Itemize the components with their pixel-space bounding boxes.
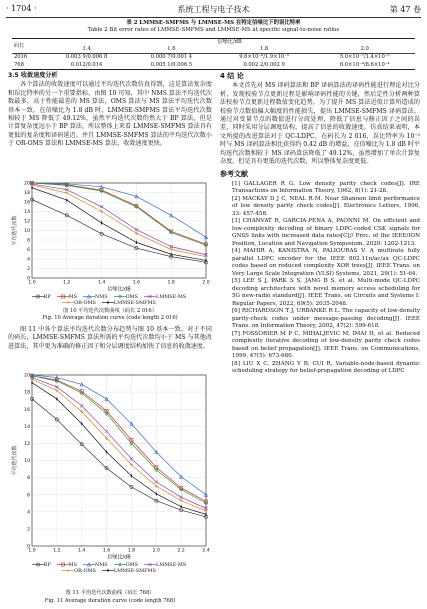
data-point bbox=[105, 430, 108, 433]
legend-label: BP bbox=[43, 562, 51, 568]
legend-marker bbox=[107, 301, 108, 304]
table-cell-length: 2016 bbox=[14, 54, 28, 61]
x-tick-label: 1.4 bbox=[97, 280, 106, 286]
series-line-ms bbox=[32, 376, 206, 502]
series-line-bp bbox=[32, 399, 206, 517]
series-line-nms bbox=[32, 375, 206, 495]
figure-10-chart bbox=[10, 180, 210, 292]
table-header-code-length: 码长 bbox=[12, 39, 44, 54]
legend-swatch bbox=[102, 300, 114, 305]
x-tick-label: 2.4 bbox=[202, 548, 210, 554]
table-cell: 0.003 9/0.006 8 bbox=[65, 54, 108, 61]
x-axis-label: 信噪比/dB bbox=[107, 554, 131, 560]
legend-label: LMMSE-SMFMS bbox=[113, 300, 156, 307]
legend-swatch bbox=[102, 568, 114, 573]
references-heading: 参考文献 bbox=[220, 170, 248, 179]
data-point bbox=[135, 232, 138, 235]
legend-row bbox=[10, 568, 214, 574]
table-header-snr-value: 1.8 bbox=[214, 46, 315, 54]
legend-label: LMMSE-SMFMS bbox=[113, 568, 156, 575]
y-tick-label: 18 bbox=[24, 191, 30, 197]
paragraph: 本文首先对 MS 译码算法和 BP 译码算法的译码性能进行理论对比分析，发现校验节点更新过程是影响译码性能的关键，然后定性分析两种算法校验节点更新过程数值变化趋势，为了提升 MS 算法近似计算所造成的校验节点数值偏大幅度的性能损失，提出 LMMSE-SMFMS 译码算法。通过对变量节点的数值进行分段处理，降低了信息与修正因子之间的误差，同时采用分层调度结构，提高了信息的收敛速度。仿真结果表明，本文所提的改进算法对于 QC-LDPC，在码长为 2 016，误比特率为 10⁻⁵ 时与 MS 译码算法相比获得约 0.42 dB 的增益，在信噪比为 1.8 dB 时平均迭代次数相较于 MS 译码算法降低了 49.12%，虽然增加了单次计算复杂度，但是具有更低的迭代次数，所以整体复杂度更低。 bbox=[220, 82, 420, 166]
left-column-para2 bbox=[8, 326, 212, 351]
table-cell: 5.0×10⁻⁷/1.4×10⁻⁵ bbox=[339, 54, 390, 61]
data-point bbox=[180, 499, 183, 502]
legend-swatch bbox=[83, 562, 95, 567]
data-point bbox=[155, 480, 158, 483]
page-number: · 1704 · bbox=[6, 4, 37, 13]
legend-item bbox=[144, 562, 186, 568]
data-point bbox=[65, 191, 68, 194]
legend-swatch bbox=[32, 562, 44, 567]
legend-swatch bbox=[62, 568, 74, 573]
y-axis-label: 平均迭代次数 bbox=[12, 215, 18, 246]
y-tick-label: 6 bbox=[27, 493, 30, 499]
legend-label: MS bbox=[68, 294, 77, 300]
journal-name: 系统工程与电子技术 bbox=[177, 5, 250, 14]
table-cell: 9.6×10⁻⁶/1.9×10⁻⁵ bbox=[239, 54, 289, 61]
legend-item bbox=[83, 562, 108, 568]
legend-swatch bbox=[57, 294, 69, 299]
legend-swatch bbox=[83, 294, 95, 299]
table-cell: 0.000 7/0.001 4 bbox=[150, 54, 193, 61]
x-tick-label: 1.4 bbox=[78, 548, 86, 554]
table-header-snr-value: 2.0 bbox=[314, 46, 415, 54]
legend-label: LMMSE-MS bbox=[155, 562, 187, 568]
ber-table bbox=[12, 38, 415, 70]
table-caption-en: Table 2 Bit error rates of LMMSE-SMFMS and LMMSE-MS at specific signal-to-noise ratios bbox=[87, 27, 340, 33]
left-column bbox=[8, 72, 212, 149]
reference-item: [7] FOSSORIER M P C, MIHALJEVIC M, IMAI H, et al. Reduced complexity iterative decoding of low-density parity check codes based on belief propagation[J]. IEEE Trans. on Communications, 1999, 47(5): 673-680. bbox=[232, 330, 420, 360]
legend-label: OMS bbox=[125, 294, 138, 300]
legend-swatch bbox=[32, 294, 44, 299]
data-point bbox=[31, 381, 32, 384]
legend-label: NMS bbox=[94, 562, 108, 568]
x-tick-label: 2.2 bbox=[177, 548, 185, 554]
running-header bbox=[6, 4, 421, 18]
y-tick-label: 10 bbox=[24, 229, 30, 235]
data-point bbox=[181, 505, 182, 508]
legend-label: BP bbox=[43, 294, 51, 300]
y-tick-label: 16 bbox=[24, 407, 30, 413]
legend-row bbox=[10, 300, 214, 306]
y-axis-label: 平均迭代次数 bbox=[12, 445, 18, 476]
legend-swatch bbox=[144, 294, 156, 299]
y-tick-label: 18 bbox=[24, 390, 30, 396]
legend-label: MS bbox=[68, 562, 77, 568]
table-cell-length: 768 bbox=[12, 62, 44, 70]
series-line-oms bbox=[32, 376, 206, 503]
y-tick-label: 10 bbox=[24, 459, 30, 465]
legend-swatch bbox=[114, 562, 126, 567]
legend-item bbox=[102, 300, 156, 306]
y-tick-label: 16 bbox=[24, 200, 30, 206]
figure-10-caption-en: Fig. 10 Average iteration curve (code length 2 016) bbox=[42, 315, 178, 321]
table-header-snr-value: 1.6 bbox=[129, 46, 214, 54]
y-tick-label: 20 bbox=[24, 181, 30, 187]
data-point bbox=[106, 450, 107, 453]
legend-label: LMMSE-MS bbox=[155, 294, 187, 300]
legend-label: OR-OMS bbox=[74, 568, 96, 575]
table-row bbox=[12, 62, 415, 70]
figure-10-legend bbox=[10, 294, 214, 306]
data-point bbox=[205, 259, 206, 262]
x-tick-label: 1.8 bbox=[167, 280, 175, 286]
x-tick-label: 1.8 bbox=[127, 548, 136, 554]
table-header-snr-value: 1.4 bbox=[44, 46, 129, 54]
y-tick-label: 20 bbox=[24, 373, 30, 379]
figure-11-caption-cn: 图 11 平均迭代次数曲线（码长 768） bbox=[65, 590, 155, 596]
legend-label: OMS bbox=[125, 562, 138, 568]
x-tick-label: 1.2 bbox=[63, 280, 71, 286]
legend-marker bbox=[67, 301, 70, 304]
legend-item bbox=[57, 294, 77, 300]
legend-swatch bbox=[114, 294, 126, 299]
legend-marker bbox=[107, 569, 108, 572]
y-tick-label: 2 bbox=[27, 267, 30, 273]
data-point bbox=[101, 221, 102, 224]
data-point bbox=[80, 404, 83, 407]
legend-item bbox=[102, 568, 156, 574]
legend-item bbox=[114, 562, 138, 568]
x-tick-label: 2.0 bbox=[152, 548, 160, 554]
x-tick-label: 1.6 bbox=[102, 548, 111, 554]
table-cell: 6.0×10⁻⁴/8.6×10⁻⁴ bbox=[314, 62, 415, 70]
legend-swatch bbox=[144, 562, 156, 567]
figure-11-chart bbox=[10, 372, 210, 560]
data-point bbox=[131, 474, 132, 477]
reference-item: [2] MACKAY D J C, NEAL R M. Near Shannon limit performance of low density parity check codes[J]. Electronics Letters, 1996, 33: 457-458. bbox=[232, 195, 420, 217]
legend-item bbox=[32, 294, 51, 300]
y-tick-label: 14 bbox=[24, 210, 30, 216]
data-point bbox=[156, 492, 157, 495]
y-tick-label: 12 bbox=[24, 219, 30, 225]
legend-swatch bbox=[62, 300, 74, 305]
section-heading: 3.5 收敛速度分析 bbox=[8, 72, 58, 79]
figure-11-caption-en: Fig. 11 Average iteration curve (code length 768) bbox=[44, 598, 176, 604]
volume-label: 第 47 卷 bbox=[389, 5, 421, 14]
table-cell: 0.012/0.014 bbox=[44, 62, 129, 70]
legend-item bbox=[83, 294, 108, 300]
y-tick-label: 8 bbox=[27, 476, 30, 482]
legend-item bbox=[114, 294, 138, 300]
reference-item: [8] LIU X C, ZHANG Y B, CUI R. Variable-node-based dynamic scheduling strategy for belief-propagation decoding of LDPC bbox=[232, 360, 420, 375]
data-point bbox=[170, 248, 173, 251]
figure-10-caption-cn: 图 10 平均迭代次数曲线（码长 2 016） bbox=[63, 308, 157, 314]
series-line-bp bbox=[32, 200, 206, 263]
legend-item bbox=[144, 294, 186, 300]
legend-marker bbox=[67, 569, 70, 572]
legend-swatch bbox=[57, 562, 69, 567]
x-axis-label: 信噪比/dB bbox=[107, 286, 131, 292]
y-tick-label: 0 bbox=[27, 544, 30, 550]
table-header-snr: 信噪比/dB bbox=[44, 39, 415, 47]
reference-item: [6] RICHARDSON T J, URBANKE R L. The capacity of low-density parity-check codes under message-passing decoding[J]. IEEE Trans. on Information Theory, 2002, 47(2): 599-618. bbox=[232, 308, 420, 330]
series-line-ms bbox=[32, 183, 206, 244]
section-heading: 4 结 论 bbox=[220, 72, 244, 80]
y-tick-label: 4 bbox=[27, 257, 30, 263]
figure-11-legend bbox=[10, 562, 214, 574]
x-tick-label: 1.6 bbox=[132, 280, 141, 286]
reference-list bbox=[220, 181, 420, 376]
legend-item bbox=[57, 562, 77, 568]
y-tick-label: 6 bbox=[27, 248, 30, 254]
y-tick-label: 8 bbox=[27, 238, 30, 244]
x-tick-label: 1.0 bbox=[28, 548, 36, 554]
table-row bbox=[12, 54, 415, 62]
data-point bbox=[66, 199, 67, 202]
data-point bbox=[81, 422, 82, 425]
data-point bbox=[100, 210, 103, 213]
reference-item: [3] CHANVAT R, GARCIA-PENA A, PAONNI M. On efficient and low-complexity decoding of binary LDPC-coded CSK signals for GNSS links with increased data rates[C]// Proc. of the IEEE/ION Position, Location and Navigation Symposium, 2020: 1202-1213. bbox=[232, 218, 420, 247]
legend-label: OR-OMS bbox=[74, 300, 96, 307]
y-tick-label: 12 bbox=[24, 442, 30, 447]
x-tick-label: 1.2 bbox=[53, 548, 61, 554]
reference-item: [5] LEE S J, PARK S S, JANG B S, et al. Multi-mode QC-LDPC decoding architecture with novel memory access scheduling for 5G new-radio standard[J]. IEEE Trans. on Circuits and Systems I: Regular Papers, 2022, 69(5): 2035-2048. bbox=[232, 278, 420, 307]
legend-item bbox=[32, 562, 51, 568]
y-tick-label: 14 bbox=[24, 424, 30, 430]
series-line-lmmse-ms bbox=[32, 184, 206, 255]
y-tick-label: 2 bbox=[27, 527, 30, 533]
reference-item: [4] MAHIR A, KANISTRA N, PALIOURAS V. A multirate fully parallel LDPC encoder for the IEEE 802.11n/ac/ax QC-LDPC codes based on reduced complexity XOR trees[J]. IEEE Trans. on Very Large Scale Integration (VLSI) Systems, 2021, 29(1): 51-64. bbox=[232, 248, 420, 277]
paragraph: 图 11 中各个算法平均迭代次数分布趋势与图 10 基本一致，对于不同的码长，LMMSE-SMFMS 算法所需的平均迭代次数均小于 MS 与其他改进算法，其中更为准确的修正因子和分层调度结构加快了信息的收敛速度。 bbox=[8, 326, 212, 350]
data-point bbox=[136, 241, 137, 244]
table-cell: 0.002 2/0.002 9 bbox=[214, 62, 315, 70]
paragraph: 各个算法的收敛速度可以通过平均迭代次数仿真得到，这是算法复杂度和误比特率的另一个重要指标。由图 10 可知，其中 NMS 算法平均迭代次数最多，高于性能最差的 MS 算法，OMS 算法与 MS 算法平均迭代次数基本一致。在信噪比为 1.8 dB 时，LMMSE-SMFMS 算法平均迭代次数相较于 MS 降低了 49.12%，虽然平均迭代次数仍然大于 BP 算法，但是计算复杂度远小于 BP 算法，所以整体上来看 LMMSE-SMFMS 算法具有更低的复杂度和译码延迟。并且 LMMSE-SMFMS 算法的平均迭代次数小于 OR-OMS 算法和 LMMSE-MS 算法，收敛速度更快。 bbox=[8, 81, 212, 148]
legend-item bbox=[62, 300, 96, 306]
data-point bbox=[56, 397, 57, 400]
legend-label: NMS bbox=[94, 294, 108, 300]
right-column bbox=[220, 72, 420, 376]
x-tick-label: 1.0 bbox=[28, 280, 36, 286]
data-point bbox=[31, 186, 32, 189]
x-tick-label: 2.0 bbox=[202, 280, 210, 286]
table-cell: 0.005 1/0.006 5 bbox=[129, 62, 214, 70]
data-point bbox=[180, 496, 183, 499]
table-caption-cn: 表 2 LMMSE-SMFMS 与 LMMSE-MS 在特定信噪比下的误比特率 bbox=[126, 20, 301, 26]
y-tick-label: 0 bbox=[27, 276, 30, 282]
reference-item: [1] GALLAGER R G. Low density parity check codes[J]. IRE Transactions on Information Theory, 1962, 8(1): 21-28. bbox=[232, 180, 420, 195]
y-tick-label: 4 bbox=[27, 510, 30, 516]
legend-item bbox=[62, 568, 96, 574]
